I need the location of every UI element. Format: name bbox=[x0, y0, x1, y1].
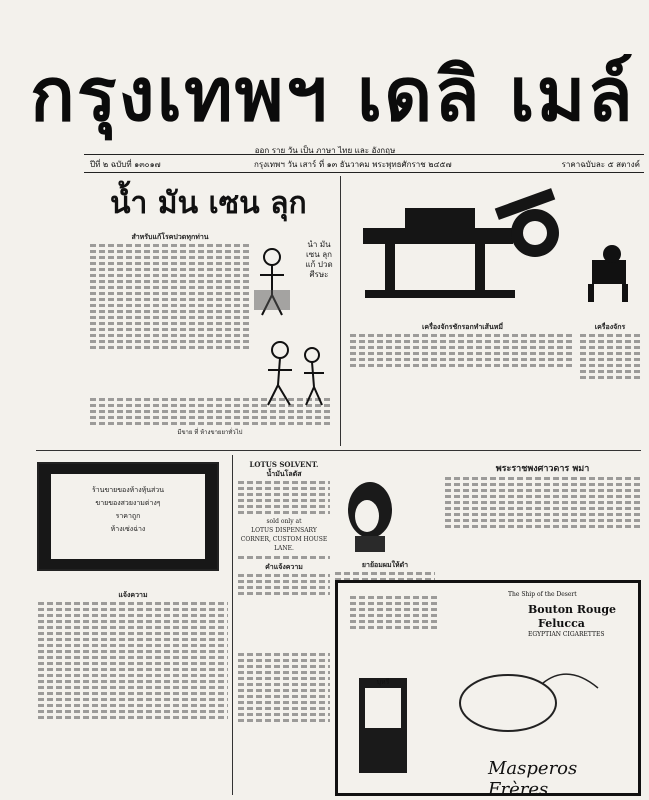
right-caption: เครื่องจักร bbox=[594, 322, 626, 331]
lower-left-article bbox=[38, 590, 228, 795]
shop-ad-line-3: ห้างเซ่งฉ่าง bbox=[110, 525, 146, 533]
dateline bbox=[84, 158, 644, 170]
cigarette-box-label: บุหรี่ bbox=[376, 678, 390, 686]
english-note-2: LOTUS DISPENSARY bbox=[251, 527, 317, 534]
headline: น้ำ มัน เซน ลุก bbox=[110, 186, 307, 221]
issue-date: กรุงเทพฯ วัน เสาร์ ที่ ๑๓ ธันวาคม พระพุทธศักราช ๒๔๕๗ bbox=[254, 160, 452, 169]
sub-label-2: เซน ลุก bbox=[306, 250, 332, 259]
portrait-illustration bbox=[335, 470, 405, 555]
lower-left-heading: แจ้งความ bbox=[118, 590, 148, 599]
machine-article bbox=[350, 322, 575, 387]
machine-illustration bbox=[345, 178, 570, 308]
left-article-footer: มีขาย ที่ ห้างขายยาทั่วไป bbox=[177, 429, 243, 436]
left-article-heading: สำหรับแก้โรคปวดทุกท่าน bbox=[131, 232, 209, 241]
portrait-caption: ยาย้อมผมให้ดำ bbox=[361, 560, 409, 569]
royal-notice bbox=[445, 465, 640, 575]
sub-label-3: แก้ ปวด bbox=[305, 260, 333, 269]
english-note-3: CORNER, CUSTOM HOUSE bbox=[240, 536, 328, 543]
right-article bbox=[580, 322, 640, 407]
shop-ad-box bbox=[37, 462, 219, 571]
lotus-heading: LOTUS SOLVENT. bbox=[249, 460, 319, 469]
issue-number: ปีที่ ๒ ฉบับที่ ๑๓๐๑๗ bbox=[90, 160, 161, 169]
shop-ad-line-2: ราคาถูก bbox=[115, 512, 141, 520]
ad-sub: EGYPTIAN CIGARETTES bbox=[528, 631, 605, 638]
ad-thai-text bbox=[350, 593, 438, 663]
shop-ad-line-1: ขายของสวยงามต่างๆ bbox=[95, 499, 161, 507]
tagline: ออก ราย วัน เป็น ภาษา ไทย และ อังกฤษ bbox=[254, 146, 396, 155]
center-column-cont bbox=[238, 650, 330, 790]
shop-ad-title: ร้านขายของห้างหุ้นส่วน bbox=[91, 486, 165, 494]
issue-price: ราคาฉบับละ ๕ สตางค์ bbox=[561, 160, 640, 169]
ad-line1: The Ship of the Desert bbox=[508, 591, 577, 598]
ad-brand2: Felucca bbox=[538, 617, 585, 630]
ad-maker: Masperos Frères bbox=[488, 758, 578, 800]
english-note-1: sold only at bbox=[266, 518, 302, 525]
center-column bbox=[238, 460, 330, 640]
english-note-4: LANE. bbox=[274, 545, 294, 552]
sub-label-4: ศีรษะ bbox=[309, 270, 329, 279]
masthead-rule-bottom bbox=[84, 172, 644, 173]
masthead-title: กรุงเทพฯ เดลิ เมล์ bbox=[30, 52, 635, 138]
royal-notice-title: พระราชพงศาวดาร พม่า bbox=[495, 465, 590, 474]
ad-brand: Bouton Rouge bbox=[528, 603, 617, 616]
left-article bbox=[90, 232, 250, 392]
lotus-heading-thai: น้ำมันโลตัส bbox=[266, 469, 302, 478]
cigarette-ad bbox=[335, 580, 641, 800]
notice-heading: คำแจ้งความ bbox=[265, 562, 303, 571]
sub-label-1: น้ำ มัน bbox=[307, 240, 331, 249]
right-sub-labels bbox=[300, 240, 338, 290]
machine-caption: เครื่องจักรชักรอกทำเส้นหมี่ bbox=[422, 322, 503, 331]
masthead-rule-top bbox=[84, 154, 644, 155]
small-machine-illustration bbox=[582, 240, 637, 305]
desert-scene-illustration bbox=[448, 643, 608, 733]
